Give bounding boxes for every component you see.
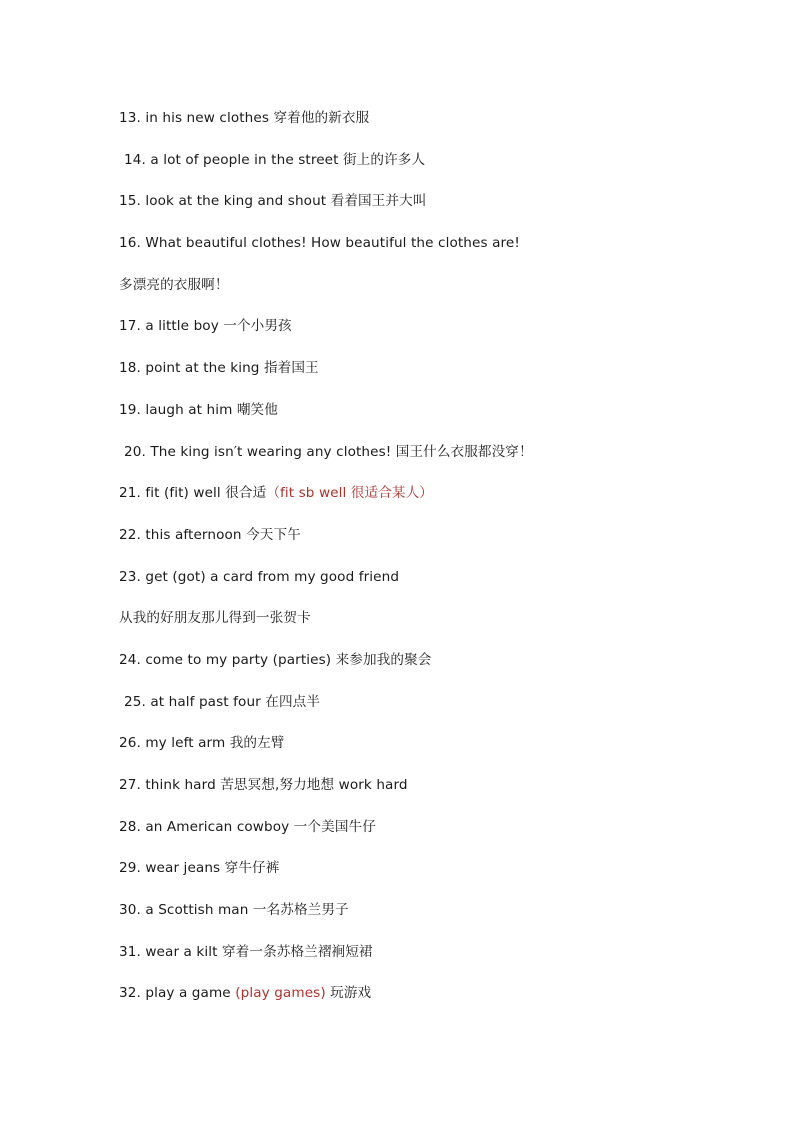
phrase-text: 29. wear jeans 穿牛仔裤 (119, 860, 280, 877)
phrase-text: 24. come to my party (parties) 来参加我的聚会 (119, 651, 432, 668)
phrase-line-22 (119, 523, 719, 565)
phrase-text: 27. think hard 苦思冥想,努力地想 work hard (119, 777, 408, 793)
phrase-line-23-translation (119, 606, 719, 648)
phrase-line-31 (119, 940, 719, 982)
phrase-line-13 (119, 106, 719, 148)
phrase-line-16 (119, 231, 719, 273)
phrase-text: 21. fit (fit) well 很合适 (119, 485, 267, 502)
phrase-line-26 (119, 731, 719, 773)
phrase-text: 22. this afternoon 今天下午 (119, 526, 301, 543)
phrase-line-15 (119, 189, 719, 231)
phrase-text: 25. at half past four 在四点半 (124, 693, 321, 710)
phrase-line-19 (119, 398, 719, 440)
phrase-text: 17. a little boy 一个小男孩 (119, 318, 292, 335)
phrase-text: 30. a Scottish man 一名苏格兰男子 (119, 902, 349, 919)
phrase-text: 15. look at the king and shout 看着国王并大叫 (119, 193, 427, 210)
phrase-list (119, 106, 719, 1023)
phrase-text: 14. a lot of people in the street 街上的许多人 (124, 151, 426, 168)
phrase-line-14 (119, 148, 719, 190)
phrase-line-25 (119, 690, 719, 732)
phrase-line-23 (119, 565, 719, 607)
phrase-text: 19. laugh at him 嘲笑他 (119, 401, 278, 418)
phrase-text: 13. in his new clothes 穿着他的新衣服 (119, 110, 370, 126)
phrase-text: 26. my left arm 我的左臂 (119, 735, 285, 752)
phrase-text-after: 玩游戏 (325, 985, 372, 1002)
phrase-text: 18. point at the king 指着国王 (119, 360, 319, 377)
phrase-line-24 (119, 648, 719, 690)
phrase-line-29 (119, 856, 719, 898)
phrase-text: 31. wear a kilt 穿着一条苏格兰褶裥短裙 (119, 943, 373, 960)
phrase-text: 16. What beautiful clothes! How beautiful the clothes are! (119, 235, 520, 252)
phrase-line-32 (119, 981, 719, 1023)
phrase-text: 28. an American cowboy 一个美国牛仔 (119, 818, 376, 835)
phrase-line-28 (119, 815, 719, 857)
phrase-text: 32. play a game (119, 985, 236, 1002)
phrase-text: 从我的好朋友那儿得到一张贺卡 (119, 610, 311, 627)
phrase-line-16-translation (119, 273, 719, 315)
phrase-line-30 (119, 898, 719, 940)
phrase-line-21 (119, 481, 719, 523)
phrase-line-18 (119, 356, 719, 398)
phrase-note-red: （fit sb well 很适合某人） (266, 485, 433, 502)
phrase-line-27 (119, 773, 719, 815)
phrase-note-red: (play games) (235, 985, 326, 1002)
phrase-text: 23. get (got) a card from my good friend (119, 568, 400, 585)
phrase-line-17 (119, 314, 719, 356)
phrase-text: 20. The king isn′t wearing any clothes! 国王什么衣服都没穿！ (124, 443, 533, 460)
phrase-text: 多漂亮的衣服啊！ (119, 276, 229, 293)
phrase-line-20 (119, 440, 719, 482)
